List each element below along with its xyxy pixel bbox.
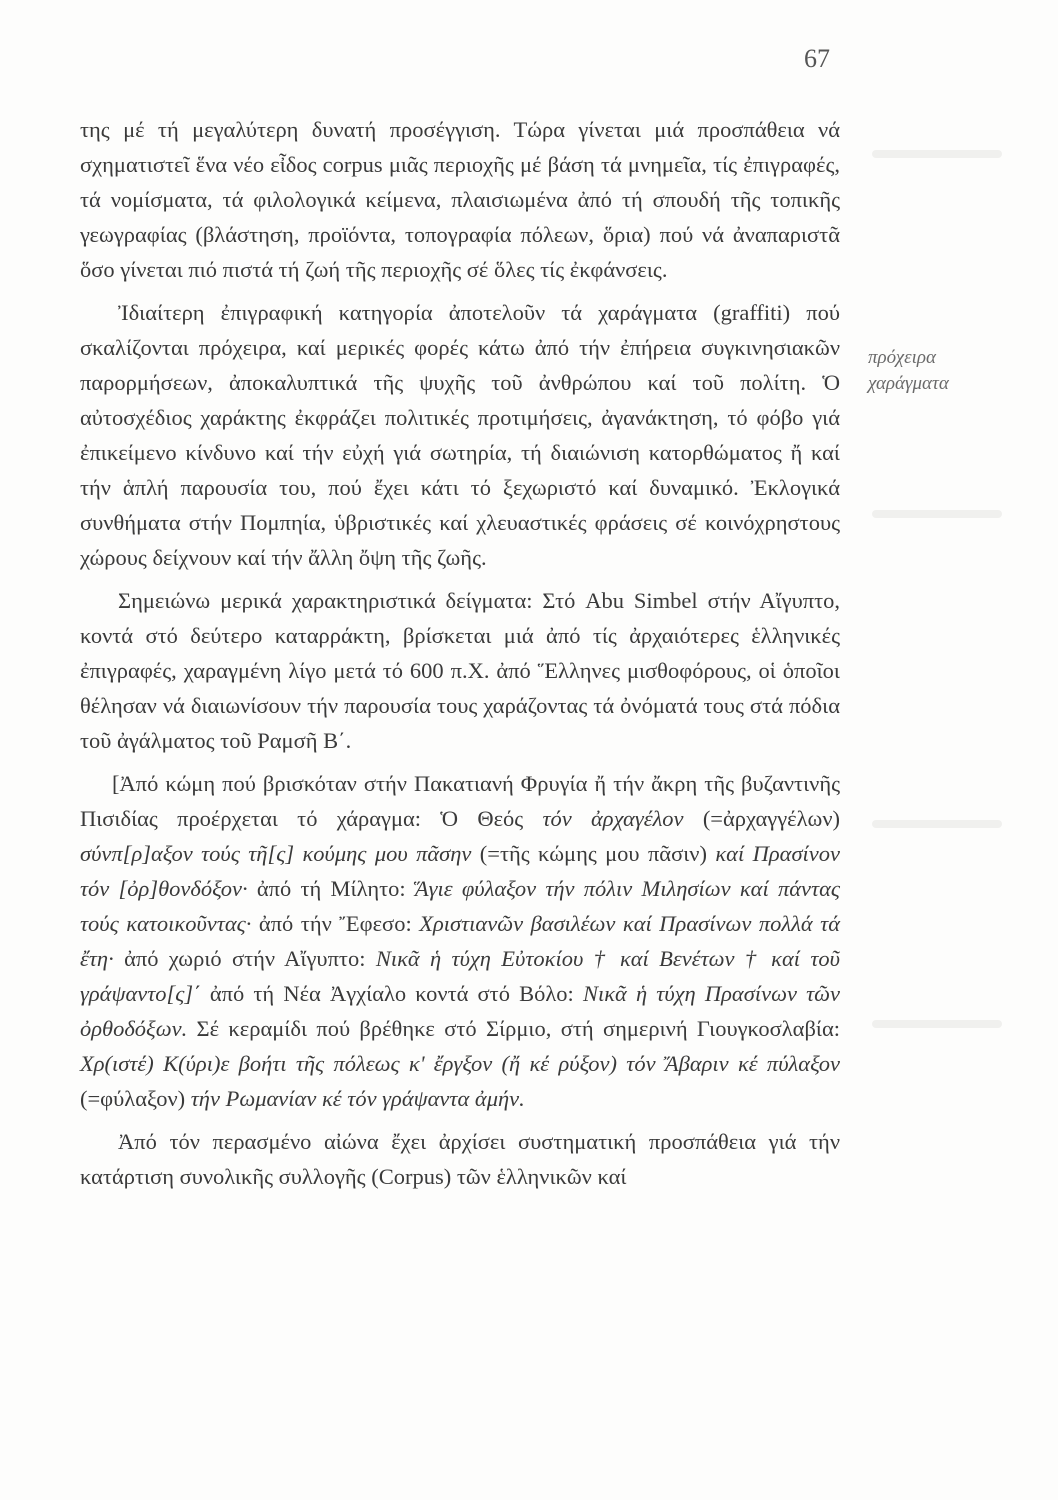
page-number: 67: [804, 44, 830, 73]
p4-italic-7: Νικᾶ ἡ τύχη Πρασίνων τῶν ὀρθοδόξων.: [80, 981, 841, 1041]
margin-note-line-2: χαράγματα: [868, 373, 949, 394]
p4-text-3: (=τῆς κώμης μου πᾶσιν): [479, 841, 707, 866]
p4-text-9: (=φύλαξον): [80, 1086, 186, 1111]
margin-note-line-1: πρόχειρα: [868, 347, 936, 368]
show-through-mark: [872, 510, 1002, 518]
p4-italic-1: τόν ἀρχαγέλον: [542, 806, 684, 831]
p4-text-8: Σέ κεραμίδι πού βρέθηκε στό Σίρμιο, στή σημερινή Γιουγκοσλαβία:: [196, 1016, 840, 1041]
p4-text-4: ἀπό τή Μίλητο:: [256, 876, 406, 901]
p4-italic-9: τήν Ρωμανίαν κέ τόν γράψαντα ἀμήν.: [190, 1086, 525, 1111]
show-through-mark: [872, 820, 1002, 828]
p4-italic-5: Χριστιανῶν βασιλέων καί Πρασίνων πολλά τά ἔτη·: [80, 911, 841, 971]
show-through-mark: [872, 150, 1002, 158]
paragraph-4: [80, 766, 840, 1116]
p4-italic-2: σύνπ[ρ]αξον τούς τῆ[ς] κούμης μου πᾶσην: [80, 841, 472, 866]
p4-text-5: ἀπό τήν Ἔφεσο:: [258, 911, 412, 936]
paragraph-1: της μέ τή μεγαλύτερη δυνατή προσέγγιση. Τώρα γίνεται μιά προσπάθεια νά σχηματιστεῖ ἕνα νέο εἶδος corpus μιᾶς περιοχῆς μέ βάση τά μνημεῖα, τίς ἐπιγραφές, τά νομίσματα, τά φιλολογικά κείμενα, πλαισιωμένα ἀπό τή σπουδή τῆς τοπικῆς γεωγραφίας (βλάστηση, προϊόντα, τοπογραφία πόλεων, ὅρια) πού νά ἀναπαριστᾶ ὅσο γίνεται πιό πιστά τή ζωή τῆς περιοχῆς σέ ὅλες τίς ἐκφάνσεις.: [80, 117, 840, 282]
p4-italic-3: καί Πρασίνον τόν [ὀρ]θονδόξον·: [80, 841, 841, 901]
paragraph-3: Σημειώνω μερικά χαρακτηριστικά δείγματα: Στό Abu Simbel στήν Αἴγυπτο, κοντά στό δεύτερο καταρράκτη, βρίσκεται μιά ἀπό τίς ἀρχαιότερες ἑλληνικές ἐπιγραφές, χαραγμένη λίγο μετά τό 600 π.Χ. ἀπό Ἕλληνες μισθοφόρους, οἱ ὁποῖοι θέλησαν νά διαιωνίσουν τήν παρουσία τους χαράζοντας τά ὀνόματά τους στά πόδια τοῦ ἀγάλματος τοῦ Ραμσῆ Β΄.: [80, 588, 840, 753]
margin-note: [868, 345, 1008, 397]
p4-text-7: ἀπό τή Νέα Ἀγχίαλο κοντά στό Βόλο:: [209, 981, 574, 1006]
p4-italic-8: Χρ(ιστέ) Κ(ύρι)ε βοήτι τῆς πόλεως κ' ἔργξον (ἤ κέ ρύξον) τόν Ἄβαριν κέ πύλαξον: [80, 1051, 840, 1076]
show-through-mark: [872, 1020, 1002, 1028]
p4-italic-6: Νικᾶ ἡ τύχη Εὐτοκίου † καί Βενέτων † καί τοῦ γράψαντο[ς]΄: [80, 946, 841, 1006]
p4-italic-4: Ἅγιε φύλαξον τήν πόλιν Μιλησίων καί πάντας τούς κατοικοῦντας·: [80, 876, 841, 936]
paragraph-5: Ἀπό τόν περασμένο αἰώνα ἔχει ἀρχίσει συστηματική προσπάθεια γιά τήν κατάρτιση συνολικῆς συλλογῆς (Corpus) τῶν ἑλληνικῶν καί: [80, 1129, 840, 1189]
p4-text-6: ἀπό χωριό στήν Αἴγυπτο:: [124, 946, 366, 971]
paragraph-2: Ἰδιαίτερη ἐπιγραφική κατηγορία ἀποτελοῦν τά χαράγματα (graffiti) πού σκαλίζονται πρόχειρα, καί μερικές φορές κάτω ἀπό τήν ἐπήρεια συγκινησιακῶν παρορμήσεων, ἀποκαλυπτικά τῆς ψυχῆς τοῦ ἀνθρώπου καί τοῦ πολίτη. Ὁ αὐτοσχέδιος χαράκτης ἐκφράζει πολιτικές προτιμήσεις, ἀγανάκτηση, τό φόβο γιά ἐπικείμενο κίνδυνο καί τήν εὐχή γιά σωτηρία, τή διαιώνιση κατορθώματος ἤ καί τήν ἁπλή παρουσία του, πού ἔχει κάτι τό ξεχωριστό καί δυναμικό. Ἐκλογικά συνθήματα στήν Πομπηία, ὑβριστικές καί χλευαστικές φράσεις σέ κοινόχρηστους χώρους δείχνουν καί τήν ἄλλη ὄψη τῆς ζωῆς.: [80, 300, 840, 570]
body-text: [80, 112, 840, 1202]
p4-text-2: (=ἀρχαγγέλων): [702, 806, 841, 831]
p4-text-1: [Ἀπό κώμη πού βρισκόταν στήν Πακατιανή Φρυγία ἤ τήν ἄκρη τῆς βυζαντινῆς Πισιδίας προέρχεται τό χάραγμα: Ὁ Θεός: [80, 771, 840, 831]
